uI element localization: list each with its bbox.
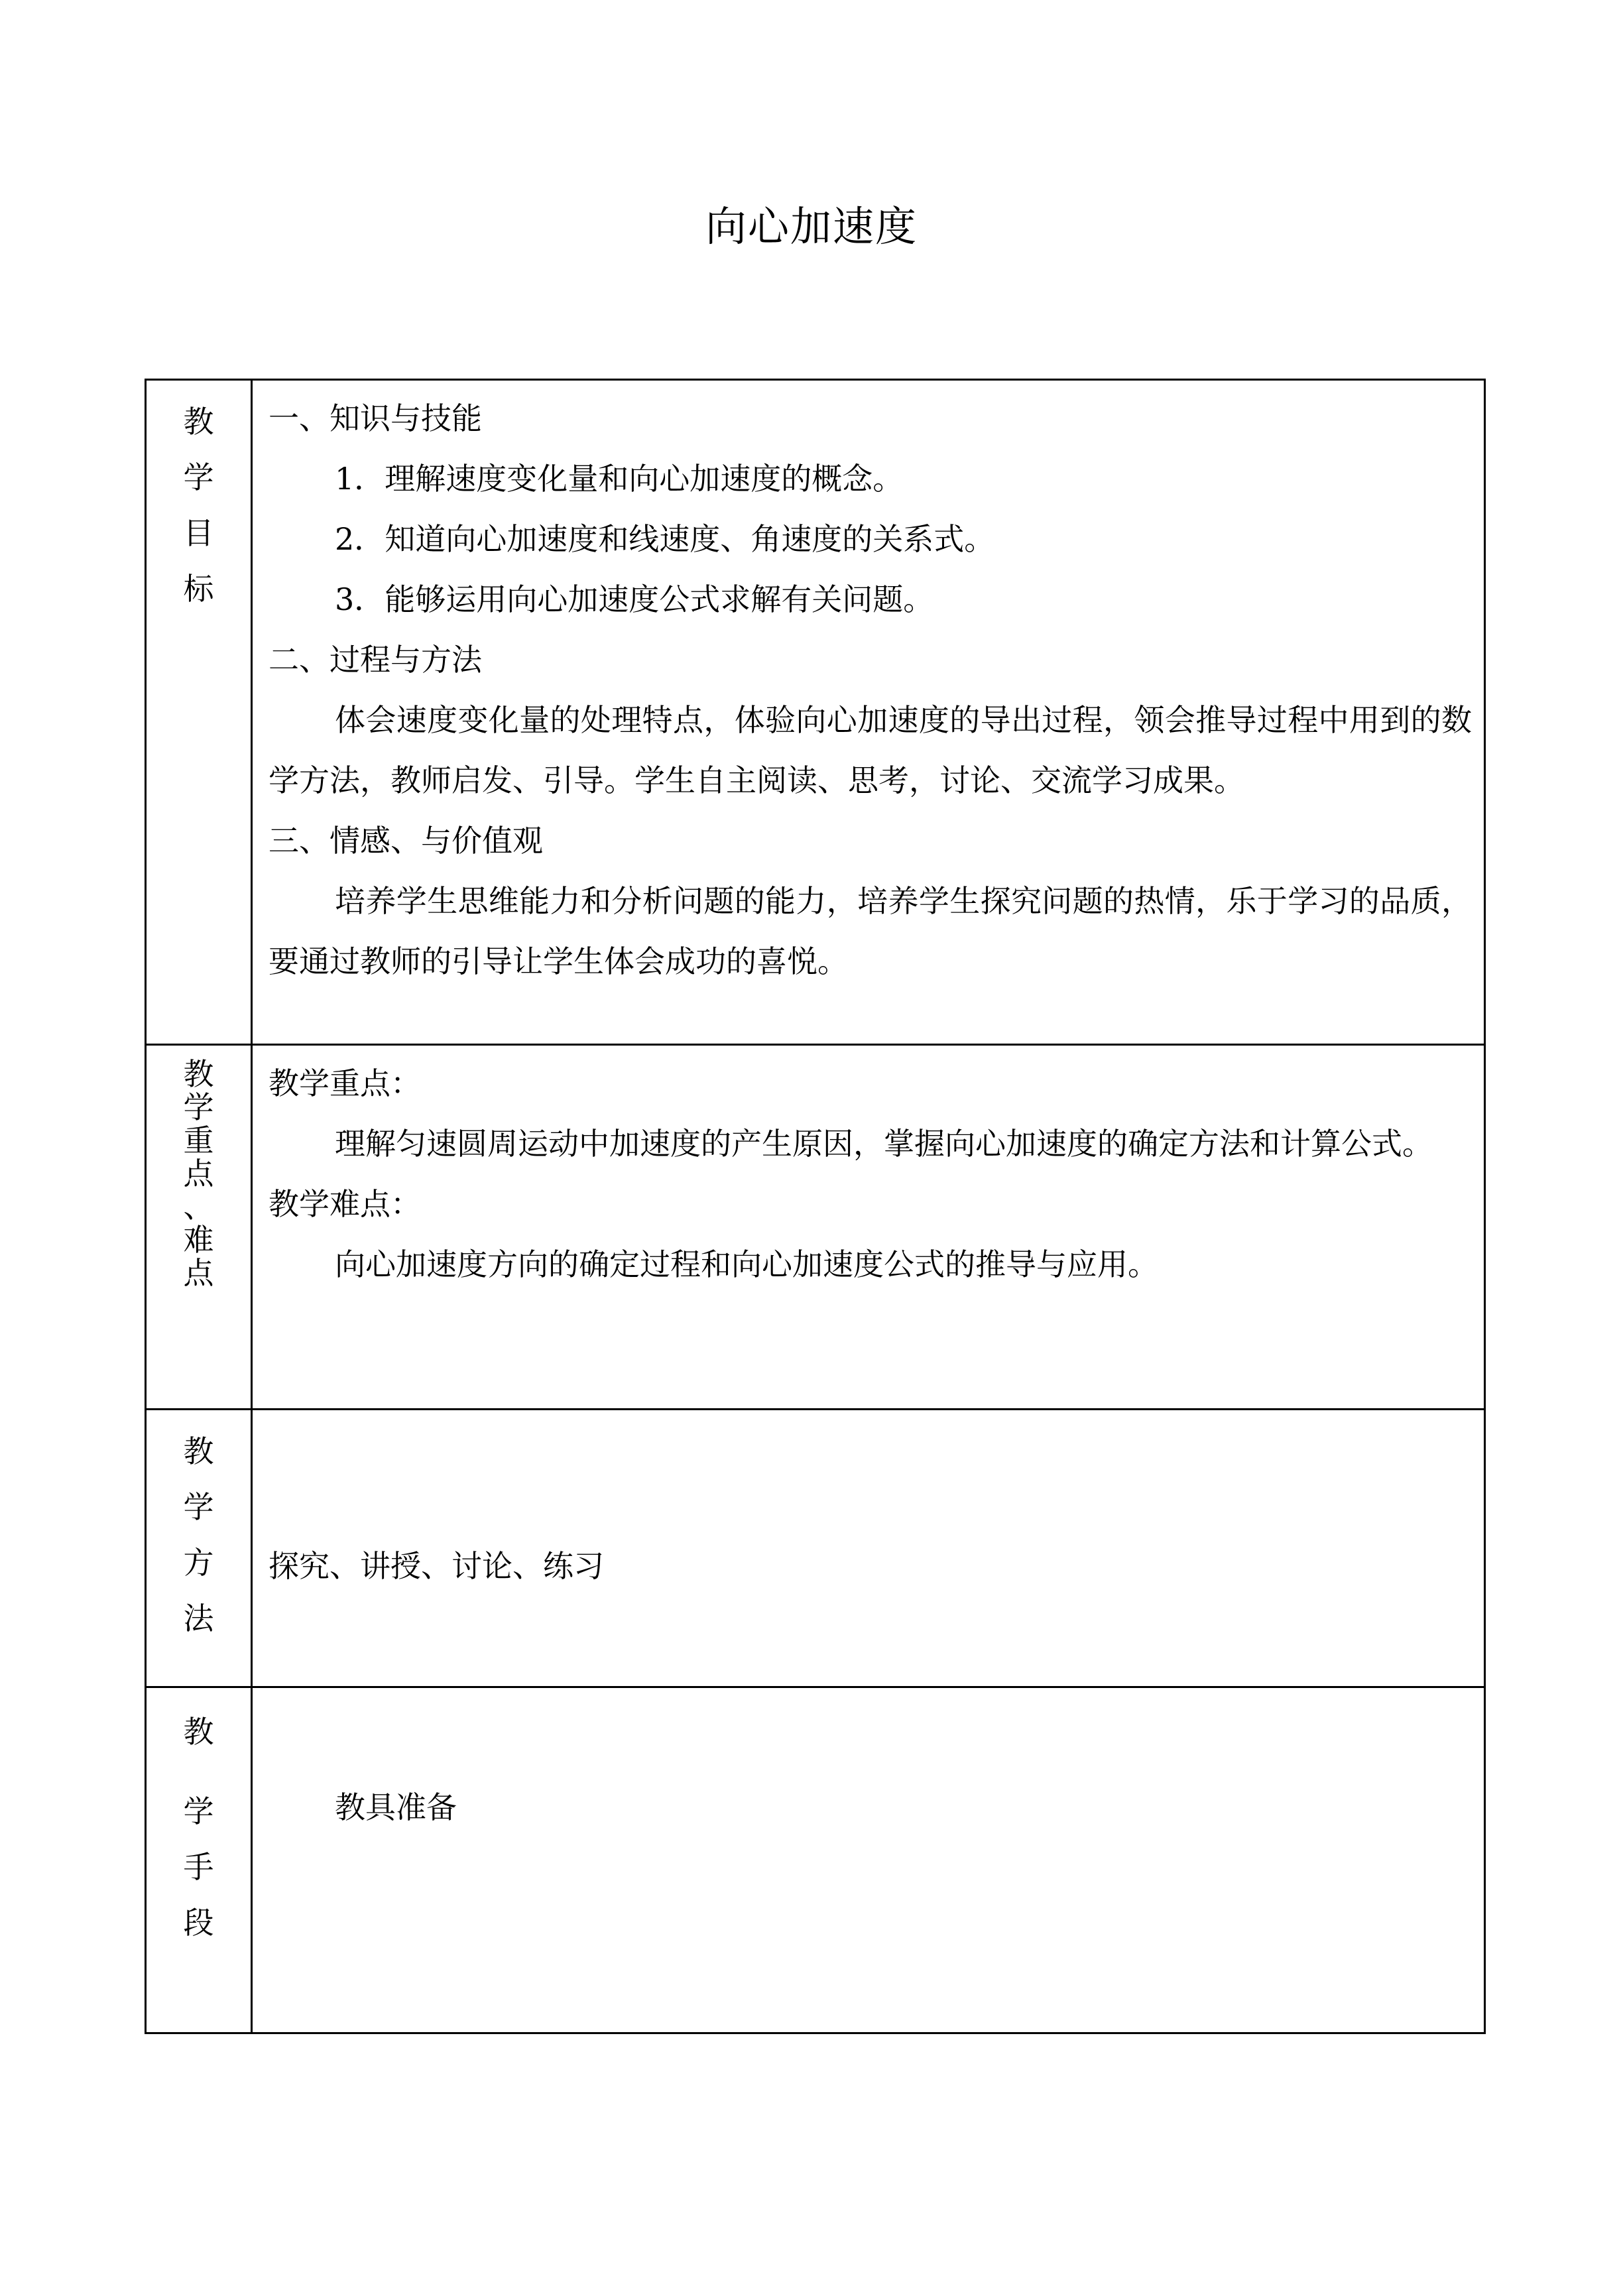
aids-label-char: 段 xyxy=(183,1905,214,1941)
teaching-focus-heading: 教学重点： xyxy=(269,1065,421,1101)
objective-item: 1．理解速度变化量和向心加速度的概念。 xyxy=(335,461,904,497)
objectives-label xyxy=(147,381,251,617)
page-title: 向心加速度 xyxy=(705,202,918,251)
key-points-label-char: 点 xyxy=(183,1255,214,1291)
aids-label-char: 学 xyxy=(183,1793,214,1829)
key-points-label-char: 教 xyxy=(183,1056,214,1092)
objectives-content-cell xyxy=(252,380,1485,1045)
methods-label-cell xyxy=(146,1410,252,1687)
key-points-label-char: 、 xyxy=(183,1189,214,1225)
methods-label xyxy=(147,1410,251,1646)
methods-content-cell xyxy=(252,1410,1485,1687)
aids-label-char: 教 xyxy=(183,1714,214,1750)
values-text: 培养学生思维能力和分析问题的能力，培养学生探究问题的热情，乐于学习的品质，要通过教师的引导让学生体会成功的喜悦。 xyxy=(269,883,1472,979)
objectives-label-char: 教 xyxy=(183,404,214,440)
methods-label-char: 教 xyxy=(183,1433,214,1469)
methods-label-char: 学 xyxy=(183,1489,214,1525)
methods-text: 探究、讲授、讨论、练习 xyxy=(269,1548,604,1584)
teaching-focus-text: 理解匀速圆周运动中加速度的产生原因，掌握向心加速度的确定方法和计算公式。 xyxy=(335,1126,1433,1162)
aids-label-cell xyxy=(146,1687,252,2033)
aids-label-char: 手 xyxy=(183,1849,214,1885)
key-points-label-cell xyxy=(146,1045,252,1410)
key-points-label xyxy=(147,1046,251,1290)
key-points-row xyxy=(146,1045,1485,1410)
aids-text: 教具准备 xyxy=(335,1789,457,1825)
key-points-content-cell xyxy=(252,1045,1485,1410)
methods-label-char: 法 xyxy=(183,1601,214,1636)
objective-item: 2．知道向心加速度和线速度、角速度的关系式。 xyxy=(335,521,995,557)
objectives-row xyxy=(146,380,1485,1045)
objectives-label-char: 目 xyxy=(183,515,214,551)
lesson-plan-table xyxy=(145,379,1486,2034)
teaching-difficulty-heading: 教学难点： xyxy=(269,1186,421,1222)
objective-item: 3．能够运用向心加速度公式求解有关问题。 xyxy=(335,581,934,617)
knowledge-skills-heading: 一、知识与技能 xyxy=(269,400,482,436)
methods-row xyxy=(146,1410,1485,1687)
methods-label-char: 方 xyxy=(183,1545,214,1581)
objectives-label-char: 学 xyxy=(183,459,214,495)
key-points-label-char: 难 xyxy=(183,1222,214,1258)
aids-content-cell xyxy=(252,1687,1485,2033)
aids-row xyxy=(146,1687,1485,2033)
key-points-label-char: 点 xyxy=(183,1156,214,1191)
objectives-label-cell xyxy=(146,380,252,1045)
key-points-label-char: 重 xyxy=(183,1122,214,1158)
teaching-difficulty-text: 向心加速度方向的确定过程和向心加速度公式的推导与应用。 xyxy=(335,1246,1158,1282)
values-heading: 三、情感、与价值观 xyxy=(269,823,543,859)
aids-label xyxy=(147,1688,251,1951)
objectives-label-char: 标 xyxy=(183,571,214,607)
process-methods-text: 体会速度变化量的处理特点，体验向心加速度的导出过程，领会推导过程中用到的数学方法，教师启发、引导。学生自主阅读、思考，讨论、交流学习成果。 xyxy=(269,702,1472,798)
key-points-label-char: 学 xyxy=(183,1089,214,1125)
process-methods-heading: 二、过程与方法 xyxy=(269,642,482,678)
